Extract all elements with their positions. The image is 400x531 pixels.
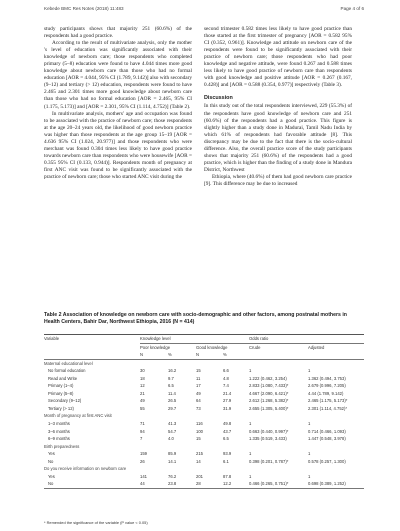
table-cell: 100 bbox=[196, 428, 203, 434]
table-cell bbox=[168, 443, 196, 451]
table-row bbox=[44, 473, 364, 481]
table-cell: 4.44 (1.789, 9.142) bbox=[308, 390, 344, 396]
table-row bbox=[44, 450, 364, 458]
table-cell: 7 bbox=[140, 436, 143, 442]
table-cell: 14.1 bbox=[168, 458, 177, 464]
table-row bbox=[44, 480, 364, 488]
column-header-good-knowledge: Good knowledge bbox=[196, 344, 228, 350]
table-cell bbox=[196, 412, 223, 420]
section-label: Birth preparedness bbox=[44, 443, 80, 449]
table-row bbox=[44, 367, 364, 375]
table-cell: 1 bbox=[308, 473, 311, 479]
table-cell: 1 bbox=[249, 368, 252, 374]
row-label: Tertiary (> 12) bbox=[48, 405, 74, 411]
table-cell: 16.2 bbox=[168, 368, 177, 374]
column-header-variable: Variable bbox=[44, 335, 140, 344]
row-label: No formal education bbox=[48, 368, 86, 374]
table-cell: 201 bbox=[196, 473, 203, 479]
table-cell bbox=[223, 443, 249, 451]
table-caption: Table 2 Association of knowledge on newborn care with socio-demographic and other factors, among postnatal mothers in Health Centers, Bahir Dar, Northwest Ethiopia, 2016 (N = 414) bbox=[44, 312, 347, 325]
table-cell: 1 bbox=[308, 368, 311, 374]
table-cell: 141 bbox=[140, 473, 147, 479]
table-cell: 0.698 (0.389, 1.252) bbox=[308, 480, 364, 488]
table-cell: 21.4 bbox=[223, 390, 232, 396]
table-cell: 6.6 bbox=[223, 368, 229, 374]
column-header-crude: Crude bbox=[249, 344, 261, 350]
paragraph: In this study out of the total respondents interviewed, 229 (55.3%) of the respondents have good knowledge of newborn care and 251 (60.6%) of the respondents had a good practice. This figure is slightly higher than a study done in Madurai, Tamil Nadu India by which 61% of respondents had favorable attitude [8]. This discrepancy may be due to the fact that there is the socio-cultural difference. Also, the overall practice score of the study participants shows that majority 251 (60.6%) of the respondents had a good practice, which is higher than the finding of a study done in Mandura District, Northwest bbox=[204, 103, 352, 173]
table-cell: 21 bbox=[140, 390, 145, 396]
table-cell: 14 bbox=[196, 458, 201, 464]
column-header-knowledge-level: Knowledge level bbox=[140, 335, 249, 344]
table-cell: 0.578 (0.257, 1.300) bbox=[308, 458, 346, 464]
table-cell: 9.7 bbox=[168, 375, 174, 381]
row-label: Yes bbox=[48, 473, 55, 479]
table-cell: 30 bbox=[140, 368, 145, 374]
table-cell: 0.466 (0.265, 0.751)* bbox=[249, 480, 308, 488]
table-row bbox=[44, 458, 364, 466]
table-cell bbox=[249, 359, 308, 367]
table-cell: 2.655 (1.305, 5.400)* bbox=[249, 405, 289, 411]
table-section-row bbox=[44, 465, 364, 473]
paragraph: According to the result of multivariate analysis, only the mother 's level of education was significantly associated with their knowledge of newborn care; those respondents who completed primary (5–8) education were found to have 4.044 times more good knowledge about newborn care than those who had no formal education [AOR = 4.044, 95% CI (1.789, 9.142)] also with secondary (9–12) and tertiary (> 12) education, respondents were found to have 2.465 and 2.301 times more good knowledge about newborn care than those who had no formal education [AOR = 2.465, 95% CI (1.175, 5.173)] and [AOR = 2.301, 95% CI (1.114, 4.752)] (Table 2). bbox=[44, 40, 192, 110]
table-cell: 7.4 bbox=[223, 383, 229, 389]
column-header-adjusted: Adjusted bbox=[308, 344, 325, 350]
table-cell bbox=[168, 465, 196, 473]
table-cell: 1 bbox=[308, 451, 311, 457]
table-cell: 26 bbox=[140, 458, 145, 464]
table-cell: 49 bbox=[196, 390, 201, 396]
table-cell: 2.465 (1.175, 5.173)* bbox=[308, 398, 348, 404]
table-cell bbox=[168, 359, 196, 367]
table-cell: 0.714 (0.466, 1.093) bbox=[308, 428, 346, 434]
row-label: 1–3 months bbox=[48, 421, 70, 427]
table-cell bbox=[308, 412, 364, 420]
row-label: Read and Write bbox=[48, 375, 78, 381]
row-label: Primary (1–4) bbox=[48, 383, 74, 389]
table-cell bbox=[308, 359, 364, 367]
paragraph: In multivariate analysis, mothers' age and occupation was found to be associated with the practice of newborn care; those respondents at the age 20–24 years old, the likelihood of good newborn practice was higher than those respondents at the age group 15–19 [AOR = 4.636 95% CI (1.024, 20.977)] and those respondents who were merchant was found 0.304 times less likely to have good practice towards newborn care than respondents who were housewife [AOR = 0.355 95% CI (0.133, 0.944)]. Respondents month of pregnancy at first ANC visit was found to be significantly associated with the practice of newborn care; those who started ANC visit during the bbox=[44, 110, 192, 180]
table-cell: 71 bbox=[140, 421, 145, 427]
table-cell: 12 bbox=[140, 383, 145, 389]
table-section-row bbox=[44, 359, 364, 367]
table-cell bbox=[223, 412, 249, 420]
header-spacer bbox=[44, 351, 140, 359]
table-cell bbox=[308, 465, 364, 473]
header-spacer bbox=[308, 351, 364, 359]
right-column bbox=[204, 26, 352, 188]
column-header-percent: % bbox=[223, 351, 249, 359]
table-cell: 2.679 (0.996, 7.205) bbox=[308, 383, 346, 389]
table-section-row bbox=[44, 412, 364, 420]
table-cell: 4.667 (2.090, 6.421)* bbox=[249, 390, 289, 396]
column-header-odds-ratio: Odds ratio bbox=[249, 335, 364, 344]
association-table bbox=[44, 334, 364, 489]
table-row bbox=[44, 420, 364, 428]
header-spacer bbox=[44, 343, 140, 351]
row-label: Secondary (9–12) bbox=[48, 398, 82, 404]
table-cell bbox=[140, 443, 168, 451]
table-cell bbox=[249, 412, 308, 420]
table-cell: 87.8 bbox=[223, 473, 232, 479]
table-cell: 12.2 bbox=[223, 480, 249, 488]
table-cell: 73 bbox=[196, 405, 201, 411]
column-header-n: N bbox=[140, 351, 168, 359]
table-cell: 1.447 (0.548, 3.978) bbox=[308, 436, 346, 442]
table-row bbox=[44, 435, 364, 443]
row-label: Primary (5–8) bbox=[48, 390, 74, 396]
left-column bbox=[44, 26, 192, 181]
table-cell: 0.663 (0.440, 0.997)* bbox=[249, 428, 289, 434]
table-cell: 43.7 bbox=[223, 428, 232, 434]
table-cell bbox=[140, 465, 168, 473]
table-section-row bbox=[44, 443, 364, 451]
table-cell bbox=[249, 465, 308, 473]
table-cell: 55 bbox=[140, 405, 145, 411]
row-label: 3–6 months bbox=[48, 428, 70, 434]
table-row bbox=[44, 405, 364, 413]
table-cell: 1 bbox=[249, 473, 252, 479]
header-spacer bbox=[249, 351, 308, 359]
table-cell: 11.4 bbox=[168, 390, 176, 396]
table-cell bbox=[196, 359, 223, 367]
table-cell: 15 bbox=[196, 368, 201, 374]
section-heading: Discussion bbox=[204, 95, 233, 102]
table-cell: 26.5 bbox=[168, 398, 177, 404]
table-cell: 17 bbox=[196, 383, 201, 389]
table-cell: 116 bbox=[196, 421, 203, 427]
table-cell bbox=[223, 465, 249, 473]
table-row bbox=[44, 428, 364, 436]
table-container bbox=[44, 334, 364, 489]
section-label: Month of pregnancy at first ANC visit bbox=[44, 413, 112, 419]
table-cell: 1.222 (0.462, 3.254) bbox=[249, 375, 287, 381]
table-cell: 2.301 (1.114, 4.752)* bbox=[308, 405, 348, 411]
table-cell bbox=[223, 359, 249, 367]
section-label: Do you receive information on newborn care bbox=[44, 466, 127, 472]
table-cell: 44 bbox=[140, 480, 168, 488]
table-cell bbox=[140, 412, 168, 420]
column-header-percent: % bbox=[168, 351, 196, 359]
table-cell: 2.833 (1.080, 7.433)* bbox=[249, 383, 289, 389]
table-cell: 93.9 bbox=[223, 451, 232, 457]
row-label: No bbox=[44, 480, 140, 488]
table-cell: 27.9 bbox=[223, 398, 232, 404]
table-row bbox=[44, 375, 364, 383]
paragraph: study participants shows that majority 251 (60.6%) of the respondents had a good practice. bbox=[44, 26, 192, 40]
table-cell: 54.7 bbox=[168, 428, 177, 434]
running-header: Kebede BMC Res Notes (2018) 11:483 bbox=[44, 6, 124, 11]
table-cell: 0.398 (0.201, 0.787)* bbox=[249, 458, 289, 464]
table-cell bbox=[249, 443, 308, 451]
paragraph: second trimester 0.582 times less likely to have good practice than those started at the first trimester of pregnancy [AOR = 0.582 95% CI (0.352, 0.961)]. Knowledge and attitude on newborn care of the respondents were found to be significantly associated with their practice of newborn care; those respondents who had poor knowledge and negative attitude, were found 0.267 and 0.588 times less likely to have good practice of newborn care than respondents with good knowledge and positive attitude [AOR = 0.267 (0.167, 0.428)] and [AOR = 0.588 (0.354, 0.977)] respectively (Table 3). bbox=[204, 26, 352, 89]
table-cell: 4.8 bbox=[223, 375, 229, 381]
table-cell: 1 bbox=[308, 421, 311, 427]
table-cell: 6.5 bbox=[168, 383, 174, 389]
table-cell: 15 bbox=[196, 436, 201, 442]
table-body bbox=[44, 359, 364, 488]
table-cell: 1.362 (0.494, 3.753) bbox=[308, 375, 346, 381]
column-header-poor-knowledge: Poor knowledge bbox=[140, 344, 171, 350]
table-cell: 4.0 bbox=[168, 436, 174, 442]
table-cell: 2.612 (1.268, 5.382)* bbox=[249, 398, 289, 404]
table-cell: 76.2 bbox=[168, 473, 177, 479]
table-cell: 159 bbox=[140, 451, 147, 457]
table-cell: 11 bbox=[196, 375, 201, 381]
table-cell bbox=[168, 412, 196, 420]
table-cell: 29.7 bbox=[168, 405, 177, 411]
paragraph: Ethiopia, where (40.6%) of them had good newborn care practice [9]. This difference may be due to increased bbox=[204, 173, 352, 187]
table-cell: 215 bbox=[196, 451, 203, 457]
page-number: Page 4 of 6 bbox=[340, 6, 364, 11]
table-cell: 1 bbox=[249, 421, 252, 427]
table-cell: 85.9 bbox=[168, 451, 177, 457]
table-cell: 1.335 (0.519, 3.433) bbox=[249, 436, 287, 442]
table-cell: 1 bbox=[249, 451, 252, 457]
column-header-n: N bbox=[196, 351, 223, 359]
table-cell: 31.9 bbox=[223, 405, 232, 411]
table-cell: 41.3 bbox=[168, 421, 177, 427]
table-row bbox=[44, 397, 364, 405]
table-cell: 6.5 bbox=[223, 436, 229, 442]
row-label: 6–9 months bbox=[48, 436, 70, 442]
table-cell: 28 bbox=[196, 480, 223, 488]
section-label: Maternal educational level bbox=[44, 360, 93, 366]
row-label: No bbox=[48, 458, 54, 464]
table-cell bbox=[196, 443, 223, 451]
table-cell: 18 bbox=[140, 375, 145, 381]
table-row bbox=[44, 382, 364, 390]
row-label: Yes bbox=[48, 451, 55, 457]
table-cell: 23.8 bbox=[168, 480, 196, 488]
table-cell: 94 bbox=[140, 428, 145, 434]
table-cell: 49 bbox=[140, 398, 145, 404]
table-row bbox=[44, 390, 364, 398]
table-cell bbox=[308, 443, 364, 451]
table-cell bbox=[140, 359, 168, 367]
table-cell: 49.8 bbox=[223, 421, 232, 427]
table-cell: 64 bbox=[196, 398, 201, 404]
table-cell: 6.1 bbox=[223, 458, 229, 464]
table-cell bbox=[196, 465, 223, 473]
table-footnote: * Remended the significance of the variable (P value < 0.05) bbox=[44, 520, 148, 525]
